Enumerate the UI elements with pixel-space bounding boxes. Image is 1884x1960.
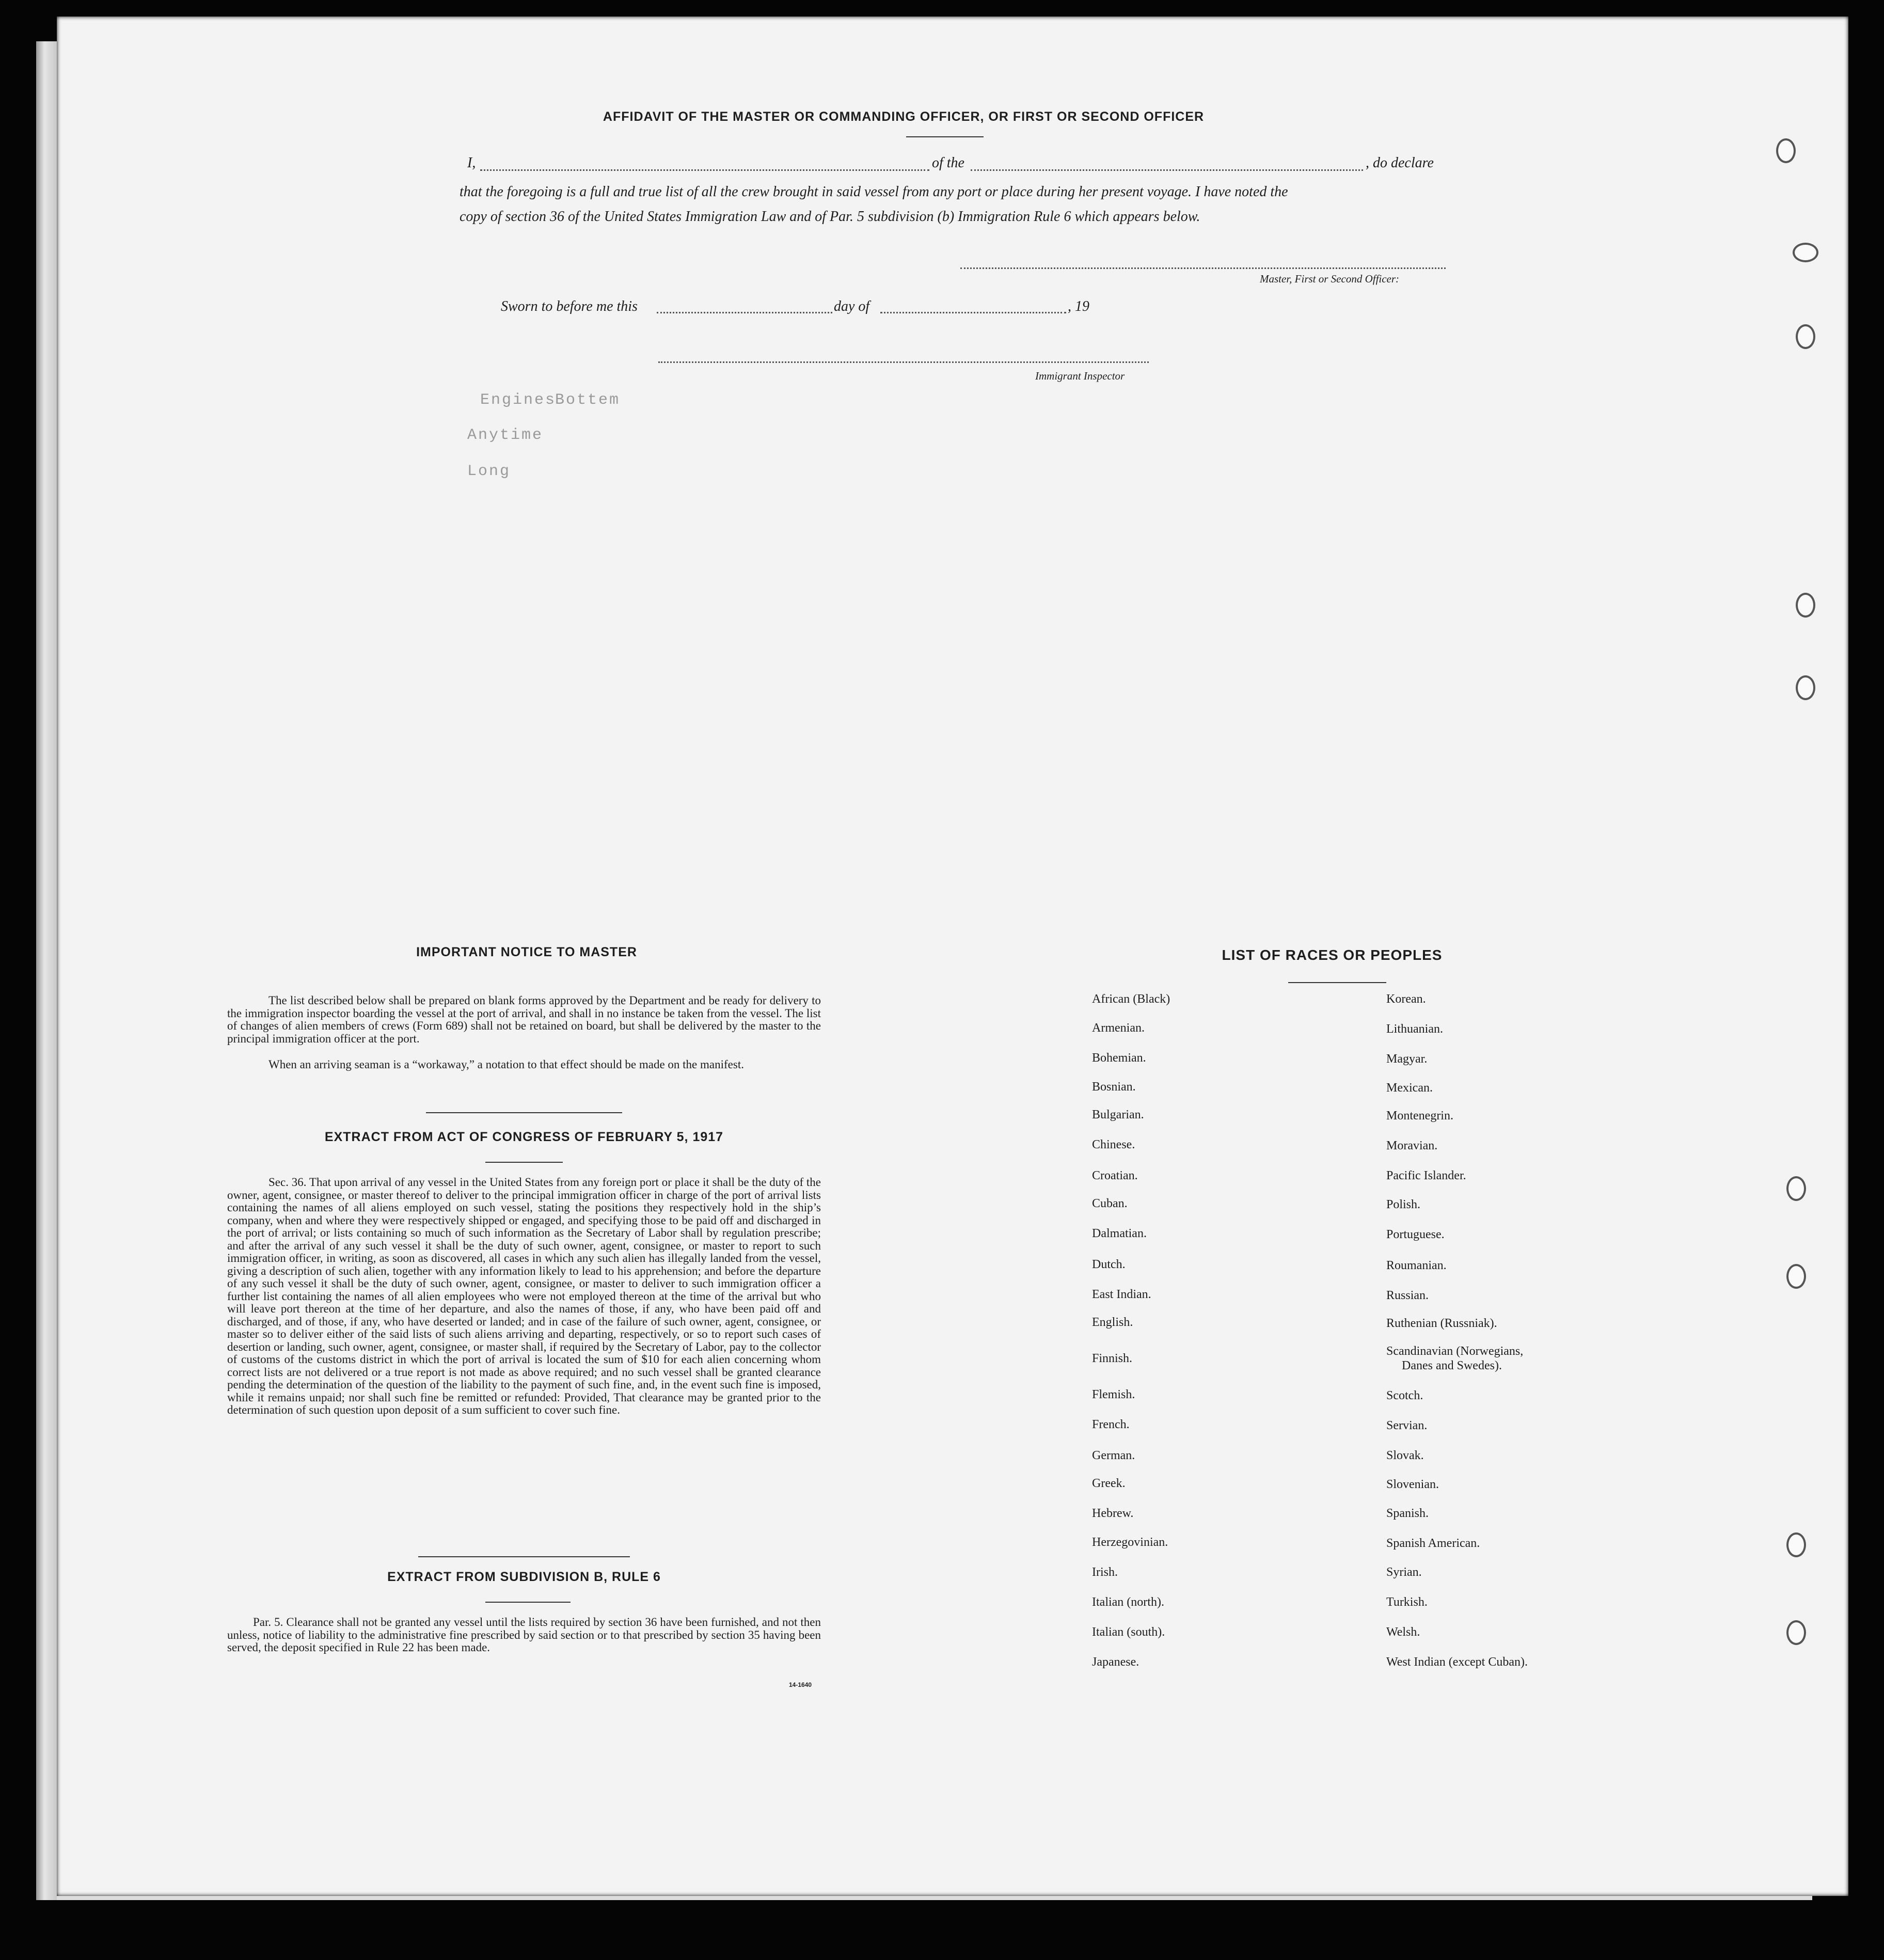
section-rule <box>426 1112 622 1113</box>
race-item: Japanese. <box>1092 1655 1139 1669</box>
race-item: Hebrew. <box>1092 1507 1134 1520</box>
race-item: Syrian. <box>1386 1566 1422 1579</box>
race-item: English. <box>1092 1316 1133 1329</box>
affidavit-line-2: that the foregoing is a full and true list of all the crew brought in said vessel from any port or place during her present voyage. I have noted the <box>460 184 1288 200</box>
race-item: Bohemian. <box>1092 1051 1146 1065</box>
sworn-label: Sworn to before me this <box>501 298 638 314</box>
race-item: East Indian. <box>1092 1288 1151 1301</box>
race-item: German. <box>1092 1449 1135 1462</box>
race-item: Cuban. <box>1092 1197 1128 1210</box>
sworn-month-line[interactable] <box>880 312 1066 313</box>
affidavit-of-label: of the <box>932 155 964 171</box>
faint-stamp: Long <box>467 463 511 480</box>
binder-hole-icon <box>1776 138 1796 163</box>
race-item: Italian (north). <box>1092 1595 1164 1609</box>
section-rule <box>1288 982 1386 983</box>
binder-hole-icon <box>1793 243 1818 262</box>
extract-rule-title: EXTRACT FROM SUBDIVISION B, RULE 6 <box>387 1570 661 1584</box>
race-item: Portuguese. <box>1386 1228 1445 1241</box>
race-item-continued: Danes and Swedes). <box>1402 1359 1502 1372</box>
race-item: Dutch. <box>1092 1258 1126 1271</box>
inspector-signature-line[interactable] <box>658 361 1149 363</box>
race-item: French. <box>1092 1418 1130 1431</box>
binder-hole-icon <box>1786 1532 1806 1557</box>
faint-stamp: Anytime <box>467 426 544 444</box>
binder-hole-icon <box>1796 675 1815 700</box>
extract-act-title: EXTRACT FROM ACT OF CONGRESS OF FEBRUARY 5, 1917 <box>324 1130 724 1144</box>
race-item: Mexican. <box>1386 1081 1433 1095</box>
race-item: Spanish American. <box>1386 1537 1480 1550</box>
binder-hole-icon <box>1796 324 1815 349</box>
faint-stamp: Engines <box>480 391 557 409</box>
race-item: Irish. <box>1092 1566 1118 1579</box>
race-item: African (Black) <box>1092 992 1170 1006</box>
race-item: Finnish. <box>1092 1352 1133 1365</box>
faint-stamp: Bottem <box>555 391 621 409</box>
vessel-field-line[interactable] <box>971 169 1363 171</box>
affidavit-i-label: I, <box>467 155 476 171</box>
name-field-line[interactable] <box>480 169 929 171</box>
affidavit-line-3: copy of section 36 of the United States Immigration Law and of Par. 5 subdivision (b) Immigration Rule 6 which appears below. <box>460 209 1200 225</box>
binder-hole-icon <box>1786 1264 1806 1289</box>
race-item: Scandinavian (Norwegians, <box>1386 1345 1524 1358</box>
document-page <box>57 17 1848 1896</box>
binder-hole-icon <box>1796 593 1815 618</box>
race-item: Magyar. <box>1386 1052 1428 1066</box>
title-rule <box>906 136 984 137</box>
race-item: Ruthenian (Russniak). <box>1386 1317 1497 1330</box>
race-item: Italian (south). <box>1092 1625 1165 1639</box>
race-item: Croatian. <box>1092 1169 1138 1182</box>
section-rule <box>485 1602 571 1603</box>
race-item: Flemish. <box>1092 1388 1135 1401</box>
race-item: Welsh. <box>1386 1625 1420 1639</box>
race-item: Slovak. <box>1386 1449 1424 1462</box>
race-item: Russian. <box>1386 1289 1429 1302</box>
race-item: Montenegrin. <box>1386 1109 1453 1123</box>
affidavit-title: AFFIDAVIT OF THE MASTER OR COMMANDING OFFICER, OR FIRST OR SECOND OFFICER <box>603 109 1205 124</box>
master-label: Master, First or Second Officer: <box>1260 273 1400 285</box>
notice-paragraph-1: The list described below shall be prepared on blank forms approved by the Department and be ready for delivery to the immigration inspector boarding the vessel at the port of arrival, and shall in no instance be taken from the vessel. The list of changes of alien members of crews (Form 689) shall not be retained on board, but shall be delivered by the master to the principal immigration officer at the port. <box>227 994 821 1045</box>
race-item: Pacific Islander. <box>1386 1169 1466 1182</box>
binder-hole-icon <box>1786 1176 1806 1201</box>
section-rule <box>418 1556 630 1557</box>
extract-rule-text: Par. 5. Clearance shall not be granted any vessel until the lists required by section 36 have been furnished, and not then unless, notice of liability to the administrative fine prescribed by said section or to that prescribed by section 35 having been served, the deposit specified in Rule 22 has been made. <box>227 1616 821 1654</box>
section-rule <box>485 1162 563 1163</box>
race-item: Polish. <box>1386 1198 1421 1211</box>
page-edge <box>36 41 57 1900</box>
race-item: Chinese. <box>1092 1138 1135 1151</box>
extract-act-text: Sec. 36. That upon arrival of any vessel in the United States from any foreign port or place it shall be the duty of the owner, agent, consignee, or master thereof to deliver to the principal immigration officer in charge of the port of arrival lists containing the names of all aliens employed on such vessel, stating the positions they respectively hold in the ship’s company, when and where they were respectively shipped or engaged, and specifying those to be paid off and discharged in the port of arrival; or lists containing so much of such information as the Secretary of Labor shall by regulation prescribe; and after the arrival of any such vessel it shall be the duty of such owner, agent, consignee, or master to report to such immigration officer, in writing, as soon as discovered, all cases in which any such alien has illegally landed from the vessel, giving a description of such alien, together with any information likely to lead to his apprehension; and before the departure of any such vessel it shall be the duty of such owner, agent, consignee, or master to deliver to such immigration officer a further list containing the names of all alien employees who were not employed thereon at the time of the arrival but who will leave port thereon at the time of her departure, and also the names of those, if any, who have been paid off and discharged, and of those, if any, who have deserted or landed; and in case of the failure of such owner, agent, consignee, or master so to deliver either of the said lists of such aliens arriving and departing, respectively, or so to report such cases of desertion or landing, such owner, agent, consignee, or master shall, if required by the Secretary of Labor, pay to the collector of customs of the customs district in which the port of arrival is located the sum of $10 for each alien concerning whom correct lists are not delivered or a true report is not made as above required; and no such vessel shall be granted clearance pending the determination of the question of the liability to the payment of such fine, and, in the event such fine is imposed, while it remains unpaid; nor shall such fine be remitted or refunded: Provided, That clearance may be granted prior to the determination of such question upon deposit of a sum sufficient to cover such fine. <box>227 1176 821 1416</box>
race-item: West Indian (except Cuban). <box>1386 1655 1528 1669</box>
race-item: Slovenian. <box>1386 1478 1439 1491</box>
affidavit-declare-label: , do declare <box>1366 155 1434 171</box>
sworn-day-label: day of <box>834 298 870 314</box>
race-item: Bulgarian. <box>1092 1108 1144 1121</box>
master-signature-line[interactable] <box>960 267 1446 269</box>
race-item: Servian. <box>1386 1419 1428 1432</box>
race-item: Greek. <box>1092 1477 1126 1490</box>
race-item: Moravian. <box>1386 1139 1438 1152</box>
race-item: Turkish. <box>1386 1595 1428 1609</box>
binder-hole-icon <box>1786 1620 1806 1645</box>
race-item: Armenian. <box>1092 1021 1145 1035</box>
races-title: LIST OF RACES OR PEOPLES <box>1222 947 1443 963</box>
race-item: Roumanian. <box>1386 1259 1447 1272</box>
race-item: Herzegovinian. <box>1092 1536 1168 1549</box>
race-item: Korean. <box>1386 992 1426 1006</box>
notice-paragraph-2: When an arriving seaman is a “workaway,” a notation to that effect should be made on the manifest. <box>268 1058 744 1071</box>
race-item: Scotch. <box>1386 1389 1423 1402</box>
inspector-label: Immigrant Inspector <box>1035 370 1125 382</box>
race-item: Spanish. <box>1386 1507 1429 1520</box>
form-number: 14-1640 <box>789 1681 812 1688</box>
notice-title: IMPORTANT NOTICE TO MASTER <box>416 945 637 959</box>
race-item: Dalmatian. <box>1092 1227 1147 1240</box>
race-item: Lithuanian. <box>1386 1022 1443 1036</box>
race-item: Bosnian. <box>1092 1080 1136 1094</box>
sworn-year-label: , 19 <box>1068 298 1089 314</box>
sworn-day-line[interactable] <box>657 312 832 313</box>
